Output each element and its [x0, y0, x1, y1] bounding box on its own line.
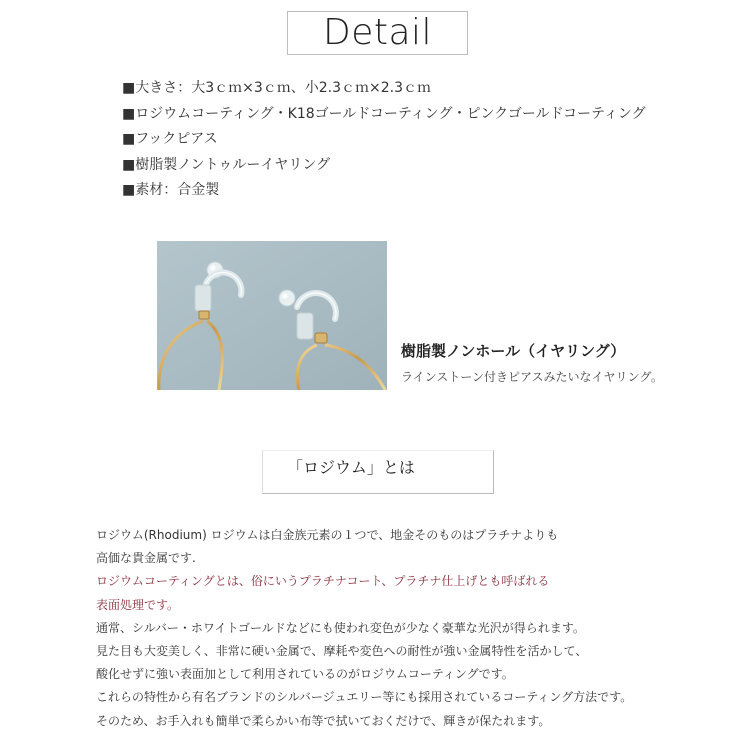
earring-photo	[157, 241, 387, 390]
spec-item-earring-type: ■樹脂製ノントゥルーイヤリング	[122, 156, 331, 173]
photo-caption-description: ラインストーン付きピアスみたいなイヤリング。	[401, 370, 663, 384]
rhodium-heading: 「ロジウム」とは	[287, 458, 415, 477]
rhodium-text-line: これらの特性から有名ブランドのシルバージュエリー等にも採用されているコーティング方法です。	[96, 690, 633, 705]
spec-item-size: ■大きさ：大3ｃｍ×3ｃｍ、小2.3ｃｍ×2.3ｃｍ	[122, 80, 432, 96]
spec-item-coating: ■ロジウムコーティング・K18ゴールドコーティング・ピンクゴールドコーティング	[122, 105, 646, 122]
rhodium-text-line: そのため、お手入れも簡単で柔らかい布等で拭いておくだけで、輝きが保たれます。	[96, 713, 551, 728]
detail-heading: Detail	[322, 12, 433, 53]
rhodium-text-line-highlight: 表面処理です。	[96, 597, 180, 612]
rhodium-text-line-highlight: ロジウムコーティングとは、俗にいうプラチナコート、プラチナ仕上げとも呼ばれる	[96, 574, 550, 589]
spec-item-hook: ■フックピアス	[122, 131, 218, 147]
rhodium-explanation	[96, 524, 632, 733]
rhodium-text-line: 見た目も大変美しく、非常に硬い金属で、摩耗や変色への耐性が強い金属特性を活かして、	[96, 643, 588, 658]
rhodium-heading-box	[262, 450, 494, 494]
rhodium-text-line: ロジウム(Rhodium) ロジウムは白金族元素の１つで、地金そのものはプラチナよりも	[96, 528, 559, 542]
detail-title-box	[287, 11, 468, 55]
photo-caption-title: 樹脂製ノンホール（イヤリング）	[401, 342, 626, 360]
spec-list	[122, 76, 646, 204]
rhodium-text-line: 酸化せずに強い表面加として利用されているのがロジウムコーティングです。	[96, 667, 514, 682]
rhodium-text-line: 通常、シルバー・ホワイトゴールドなどにも使われ変色が少なく豪華な光沢が得られます。	[96, 620, 585, 635]
spec-item-material: ■素材：合金製	[122, 182, 220, 198]
rhodium-text-line: 高価な貴金属です.	[96, 551, 196, 566]
